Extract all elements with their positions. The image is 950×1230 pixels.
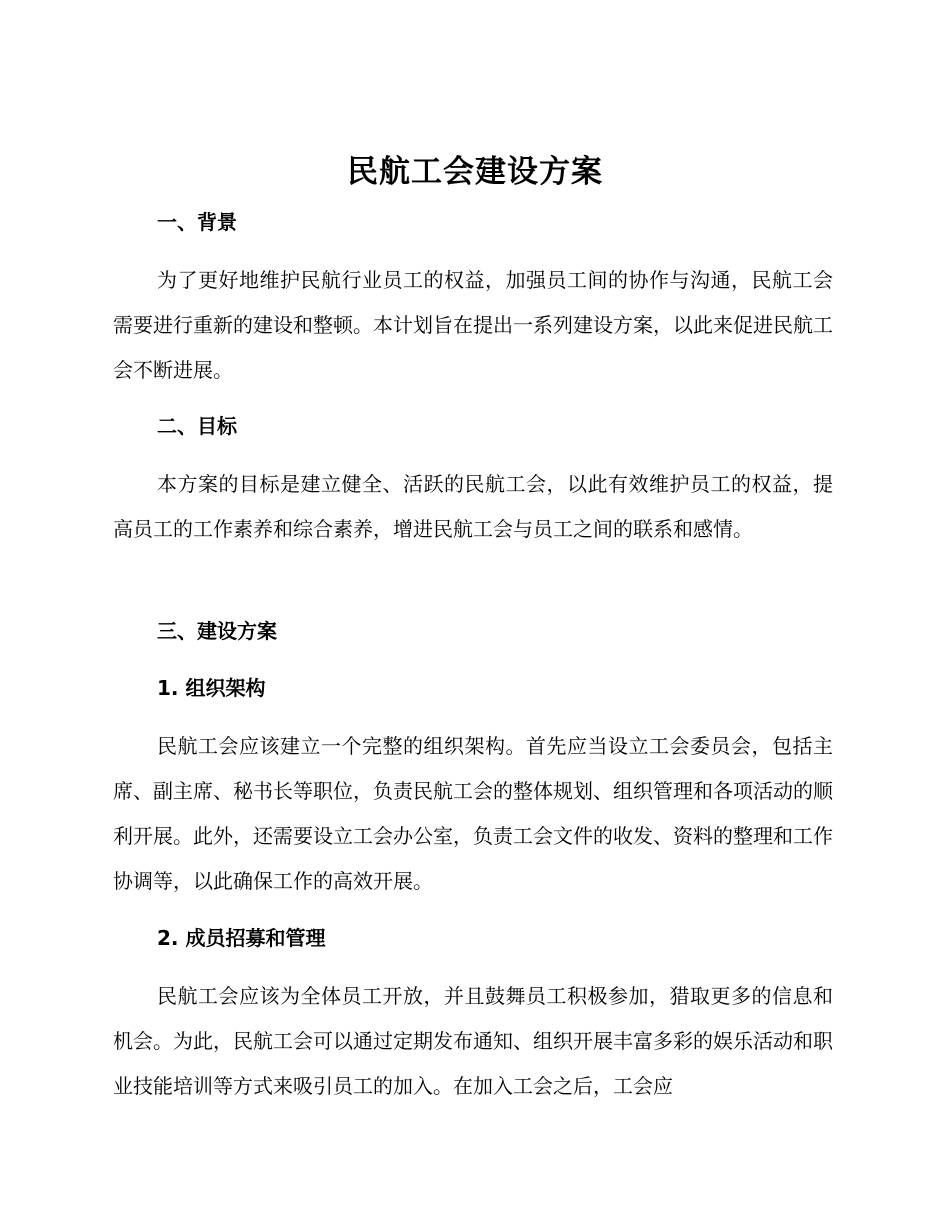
section-heading-goal: 二、目标 [157,414,237,438]
subsection-heading-recruitment: 2. 成员招募和管理 [157,926,326,950]
section-heading-plan: 三、建设方案 [157,619,277,643]
subsection-heading-organization: 1. 组织架构 [157,676,266,700]
document-title: 民航工会建设方案 [347,154,603,190]
section-text-background: 为了更好地维护民航行业员工的权益，加强员工间的协作与沟通，民航工会需要进行重新的建设和整顿。本计划旨在提出一系列建设方案，以此来促进民航工会不断进展。 [113,268,833,382]
subsection-text-recruitment: 民航工会应该为全体员工开放，并且鼓舞员工积极参加，猎取更多的信息和机会。为此，民航工会可以通过定期发布通知、组织开展丰富多彩的娱乐活动和职业技能培训等方式来吸引员工的加入。在加入工会之后，工会应 [113,984,833,1098]
subsection-text-organization: 民航工会应该建立一个完整的组织架构。首先应当设立工会委员会，包括主席、副主席、秘书长等职位，负责民航工会的整体规划、组织管理和各项活动的顺利开展。此外，还需要设立工会办公室，负责工会文件的收发、资料的整理和工作协调等，以此确保工作的高效开展。 [113,734,833,893]
section-text-goal: 本方案的目标是建立健全、活跃的民航工会，以此有效维护员工的权益，提高员工的工作素养和综合素养，增进民航工会与员工之间的联系和感情。 [113,472,833,541]
section-heading-background: 一、背景 [157,210,237,234]
